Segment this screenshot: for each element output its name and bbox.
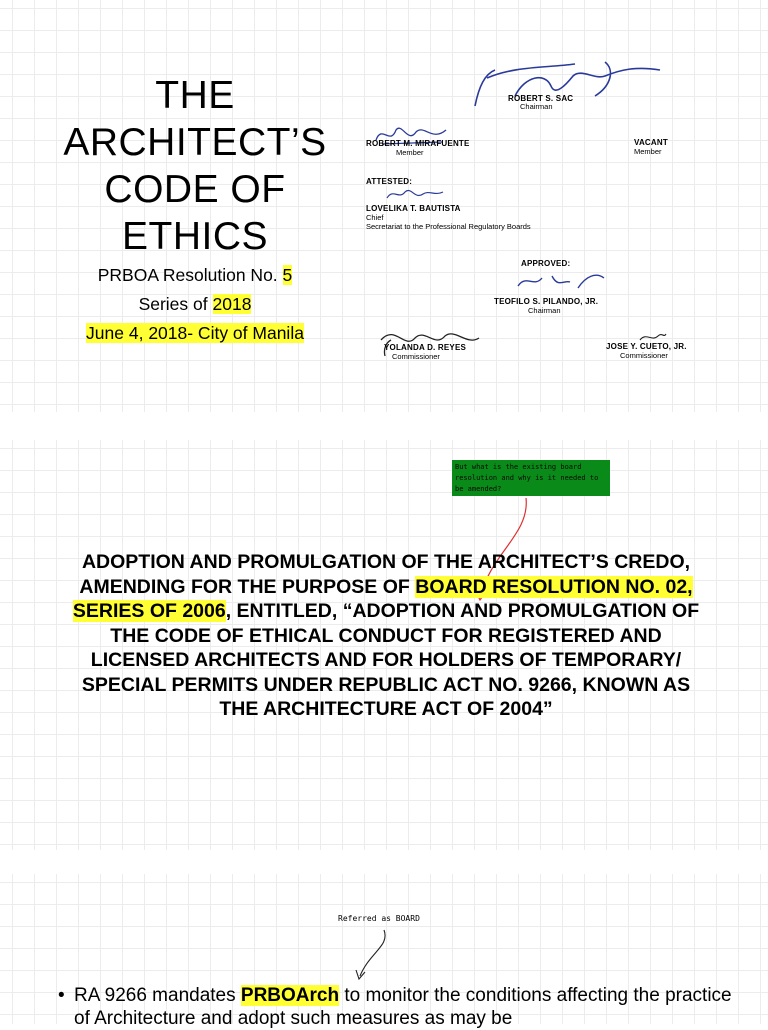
commissioner1-role: Commissioner [392,352,440,361]
attested-name: LOVELIKA T. BAUTISTA [366,204,461,213]
title-line-4: ETHICS [121,215,268,258]
bullet-text-before: RA 9266 mandates [74,985,241,1006]
commissioner1-name: YOLANDA D. REYES [384,343,467,352]
attested-role-2: Secretariat to the Professional Regulatory Boards [366,222,531,231]
resolution-number: 5 [282,265,293,285]
approved-signature [512,266,612,294]
annotation-note: But what is the existing board resolution and why is it needed to be amended? [452,460,610,496]
title-line-3: CODE OF [104,168,286,211]
resolution-text-after: , ENTITLED, “ADOPTION AND PROMULGATION OF THE CODE OF ETHICAL CONDUCT FOR REGISTERED AND LICENSED ARCHITECTS AND FOR HOLDERS OF TEMPORARY/ SPECIAL PERMITS UNDER REPUBLIC ACT NO. 9266, KNOWN AS THE ARCHITECTURE ACT OF 2004” [81,600,700,720]
referred-note: Referred as BOARD [338,914,420,923]
member1-name: ROBERT M. MIRAFUENTE [366,139,470,148]
attested-label: ATTESTED: [366,177,413,186]
resolution-highlight: BOARD RESOLUTION NO. 02, SERIES OF 2006 [72,575,693,622]
approved-label: APPROVED: [521,259,571,268]
attested-signature [385,186,445,202]
chairman-signature [455,56,675,112]
title-line-2: ARCHITECT’S [63,121,327,164]
date-place: June 4, 2018- City of Manila [86,323,304,343]
bullet-symbol: • [58,985,65,1006]
series-prefix: Series of [138,294,213,314]
chairman-name: ROBERT S. SAC [508,94,574,103]
series-line [40,293,350,315]
resolution-number-line [40,264,350,286]
attested-role-1: Chief [366,213,384,222]
bullet-text [74,984,744,1030]
series-year: 2018 [212,294,252,314]
date-place-line [40,322,350,344]
bullet-text-after: to monitor the conditions affecting the practice of Architecture and adopt such measures as may be [74,985,732,1029]
commissioner2-name: JOSE Y. CUETO, JR. [606,342,687,351]
bullet-highlight: PRBOArch [240,985,340,1006]
resolution-heading [66,550,706,722]
chairman-role: Chairman [520,102,553,111]
member2-role: Member [634,147,662,156]
resolution-text-before: ADOPTION AND PROMULGATION OF THE ARCHITECT’S CREDO, AMENDING FOR THE PURPOSE OF [79,551,691,598]
approved-name: TEOFILO S. PILANDO, JR. [494,297,599,306]
commissioner2-role: Commissioner [620,351,668,360]
referred-arrow [340,926,400,984]
resolution-prefix: PRBOA Resolution No. [97,265,283,285]
title-line-1: THE [155,74,235,117]
document-title [40,72,350,260]
member1-role: Member [396,148,424,157]
approved-role: Chairman [528,306,561,315]
member2-name: VACANT [634,138,668,147]
